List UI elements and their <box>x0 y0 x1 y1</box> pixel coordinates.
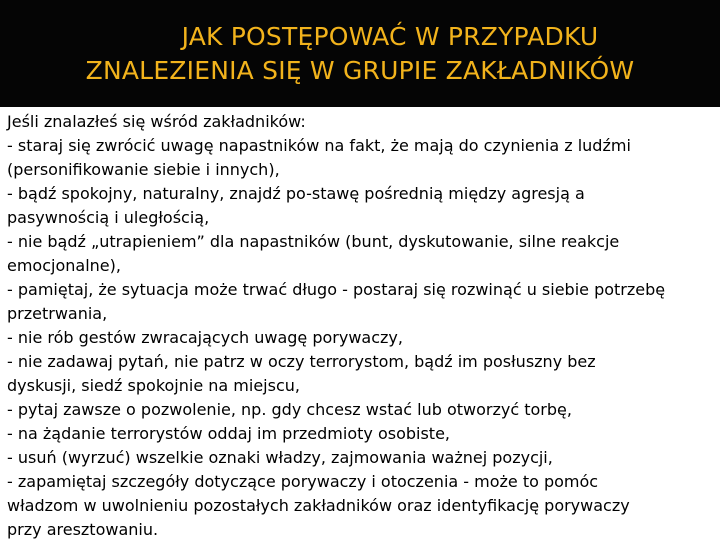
body-line: - staraj się zwrócić uwagę napastników na fakt, że mają do czynienia z ludźmi <box>7 136 631 155</box>
title-bar <box>0 0 720 107</box>
body-line: przetrwania, <box>7 304 108 323</box>
body-line: - na żądanie terrorystów oddaj im przedmioty osobiste, <box>7 424 451 443</box>
body-line: - bądź spokojny, naturalny, znajdź po-stawę pośrednią między agresją a <box>7 184 585 203</box>
body-line: - zapamiętaj szczegóły dotyczące porywaczy i otoczenia - może to pomóc <box>7 472 599 491</box>
body-line: przy aresztowaniu. <box>7 520 159 539</box>
body-line: - nie bądź „utrapieniem” dla napastników (bunt, dyskutowanie, silne reakcje <box>7 232 620 251</box>
body-line: dyskusji, siedź spokojnie na miejscu, <box>7 376 300 395</box>
body-line: - nie rób gestów zwracających uwagę porywaczy, <box>7 328 403 347</box>
body-line: emocjonalne), <box>7 256 121 275</box>
body-line: (personifikowanie siebie i innych), <box>7 160 280 179</box>
body-line: Jeśli znalazłeś się wśród zakładników: <box>7 112 306 131</box>
body-line: władzom w uwolnieniu pozostałych zakładników oraz identyfikację porywaczy <box>7 496 630 515</box>
body-line: - pamiętaj, że sytuacja może trwać długo - postaraj się rozwinąć u siebie potrzebę <box>7 280 666 299</box>
body-line: - nie zadawaj pytań, nie patrz w oczy terrorystom, bądź im posłuszny bez <box>7 352 596 371</box>
title-line-2: ZNALEZIENIA SIĘ W GRUPIE ZAKŁADNIKÓW <box>85 55 635 85</box>
body-text <box>7 110 713 540</box>
body-line: - pytaj zawsze o pozwolenie, np. gdy chcesz wstać lub otworzyć torbę, <box>7 400 572 419</box>
body-line: pasywnością i uległością, <box>7 208 210 227</box>
title-line-1: JAK POSTĘPOWAĆ W PRZYPADKU <box>181 21 599 51</box>
body-line: - usuń (wyrzuć) wszelkie oznaki władzy, zajmowania ważnej pozycji, <box>7 448 553 467</box>
